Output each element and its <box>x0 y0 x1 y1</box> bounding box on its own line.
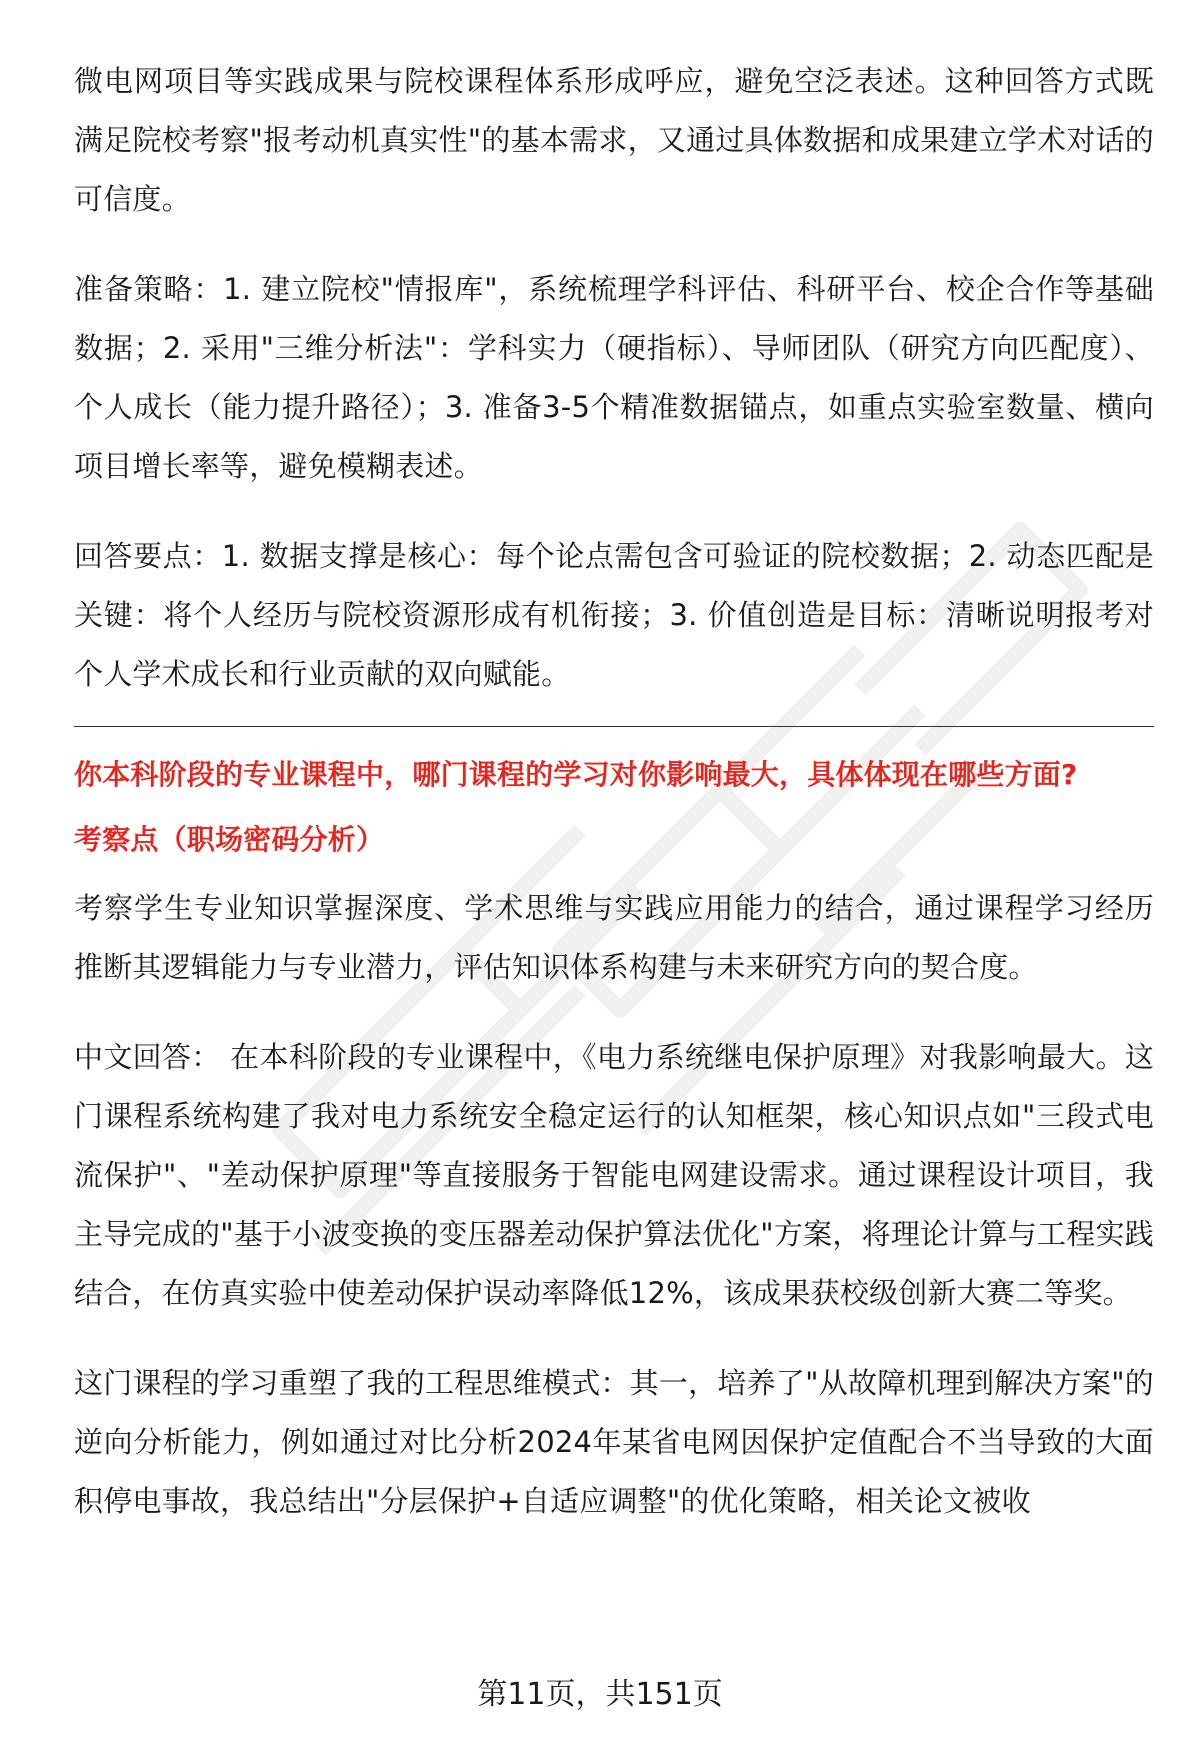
page-footer: 第11页，共151页 <box>477 1677 723 1712</box>
paragraph-assessment: 考察学生专业知识掌握深度、学术思维与实践应用能力的结合，通过课程学习经历推断其逻辑能力与专业潜力，评估知识体系构建与未来研究方向的契合度。 <box>74 891 1154 984</box>
paragraph-answer-points: 回答要点：1. 数据支撑是核心：每个论点需包含可验证的院校数据；2. 动态匹配是关键：将个人经历与院校资源形成有机衔接；3. 价值创造是目标：清晰说明报考对个人学术成长和行业贡献的双向赋能。 <box>74 539 1154 691</box>
paragraph-preparation-strategy: 准备策略：1. 建立院校"情报库"，系统梳理学科评估、科研平台、校企合作等基础数据；2. 采用"三维分析法"：学科实力（硬指标）、导师团队（研究方向匹配度）、个人成长（能力提升路径）；3. 准备3-5个精准数据锚点，如重点实验室数量、横向项目增长率等，避免模糊表述。 <box>74 272 1154 483</box>
section-divider <box>74 726 1154 727</box>
paragraph-motivation: 微电网项目等实践成果与院校课程体系形成呼应，避免空泛表述。这种回答方式既满足院校考察"报考动机真实性"的基本需求，又通过具体数据和成果建立学术对话的可信度。 <box>74 64 1154 216</box>
assessment-heading: 考察点（职场密码分析） <box>74 823 385 856</box>
paragraph-answer: 中文回答： 在本科阶段的专业课程中，《电力系统继电保护原理》对我影响最大。这门课程系统构建了我对电力系统安全稳定运行的认知框架，核心知识点如"三段式电流保护"、"差动保护原理"等直接服务于智能电网建设需求。通过课程设计项目，我主导完成的"基于小波变换的变压器差动保护算法优化"方案，将理论计算与工程实践结合，在仿真实验中使差动保护误动率降低12%，该成果获校级创新大赛二等奖。 <box>74 1040 1154 1310</box>
page-content <box>74 52 1154 1531</box>
paragraph-answer-continued: 这门课程的学习重塑了我的工程思维模式：其一，培养了"从故障机理到解决方案"的逆向分析能力，例如通过对比分析2024年某省电网因保护定值配合不当导致的大面积停电事故，我总结出"分层保护+自适应调整"的优化策略，相关论文被收 <box>74 1366 1154 1518</box>
question-heading: 你本科阶段的专业课程中，哪门课程的学习对你影响最大，具体体现在哪些方面? <box>74 758 1078 791</box>
